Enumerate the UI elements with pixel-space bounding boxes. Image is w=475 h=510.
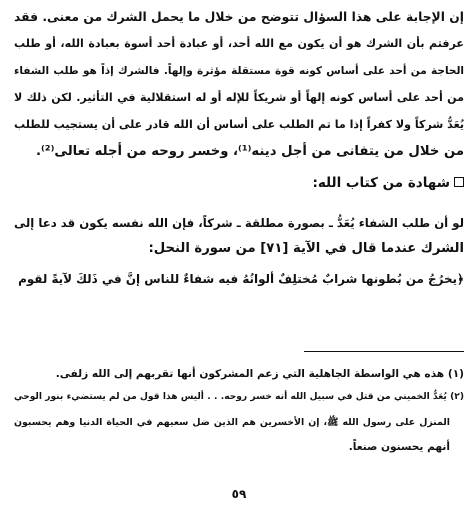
body-line-1: إن الإجابة على هذا السؤال تتوضح من خلال ما يحمل الشرك من معنى. فقد [14, 10, 464, 24]
footnote-2-line-1: (٢) يُعَدُّ الخميني من قتل في سبيل الله أنه خسر روحه. . . أليس هذا قول من لم يستضيء بنور الوحي [14, 392, 464, 402]
second-line-2: الشرك عندما قال في الآية [٧١] من سورة النحل: [148, 241, 464, 256]
footnote-2-line-2: المنزل على رسول الله ﷺ، إن الأخسرين هم الذين ضل سعيهم في الحياة الدنيا وهم يحسبون [14, 417, 450, 428]
body-line-5: يُعَدُّ شركاً ولا كفراً إذا ما تم الطلب على أساس أن الله قادر على أن يستجيب للطلب [14, 118, 464, 131]
second-line-1: لو أن طلب الشفاء يُعَدُّ ـ بصورة مطلقة ـ شركاً، فإن الله نفسه يكون قد دعا إلى [14, 216, 464, 230]
body-line-3: الحاجة من أحد على أساس كونه قوة مستقلة مؤثرة وإلهاً. فالشرك إذاً هو طلب الشفاء [14, 65, 464, 77]
body-line-2: عرفتم بأن الشرك هو أن يكون مع الله أحد، أو عبادة أحد أسوة بعبادة الله، أو طلب [14, 37, 464, 50]
footnote-1-line-1: (١) هذه هي الواسطة الجاهلية التي زعم المشركون أنها تقربهم إلى الله زلفى. [55, 368, 464, 380]
section-heading-text: شهادة من كتاب الله: [312, 175, 450, 191]
body-line-6: من خلال من يتفانى من أجل دينه⁽¹⁾، وخسر روحه من أجله تعالى⁽²⁾. [35, 144, 464, 159]
body-line-4: من أحد على أساس كونه إلهاً أو شريكاً للإله أو له استقلالية في التأثير. لكن ذلك لا [14, 91, 464, 104]
footnote-separator [304, 351, 464, 352]
book-page [14, 6, 464, 506]
square-bullet-icon [454, 177, 464, 187]
quran-verse: ﴿يخرُجُ من بُطونها شرابٌ مُختلِفٌ ألوانُهُ فيه شفاءٌ للناس إنَّ في ذَلكَ لآيةً لقوم [18, 272, 464, 286]
page-number: ٥٩ [231, 487, 247, 501]
section-heading [14, 172, 464, 194]
footnote-2-line-3: أنهم يحسنون صنعاً. [348, 441, 450, 453]
